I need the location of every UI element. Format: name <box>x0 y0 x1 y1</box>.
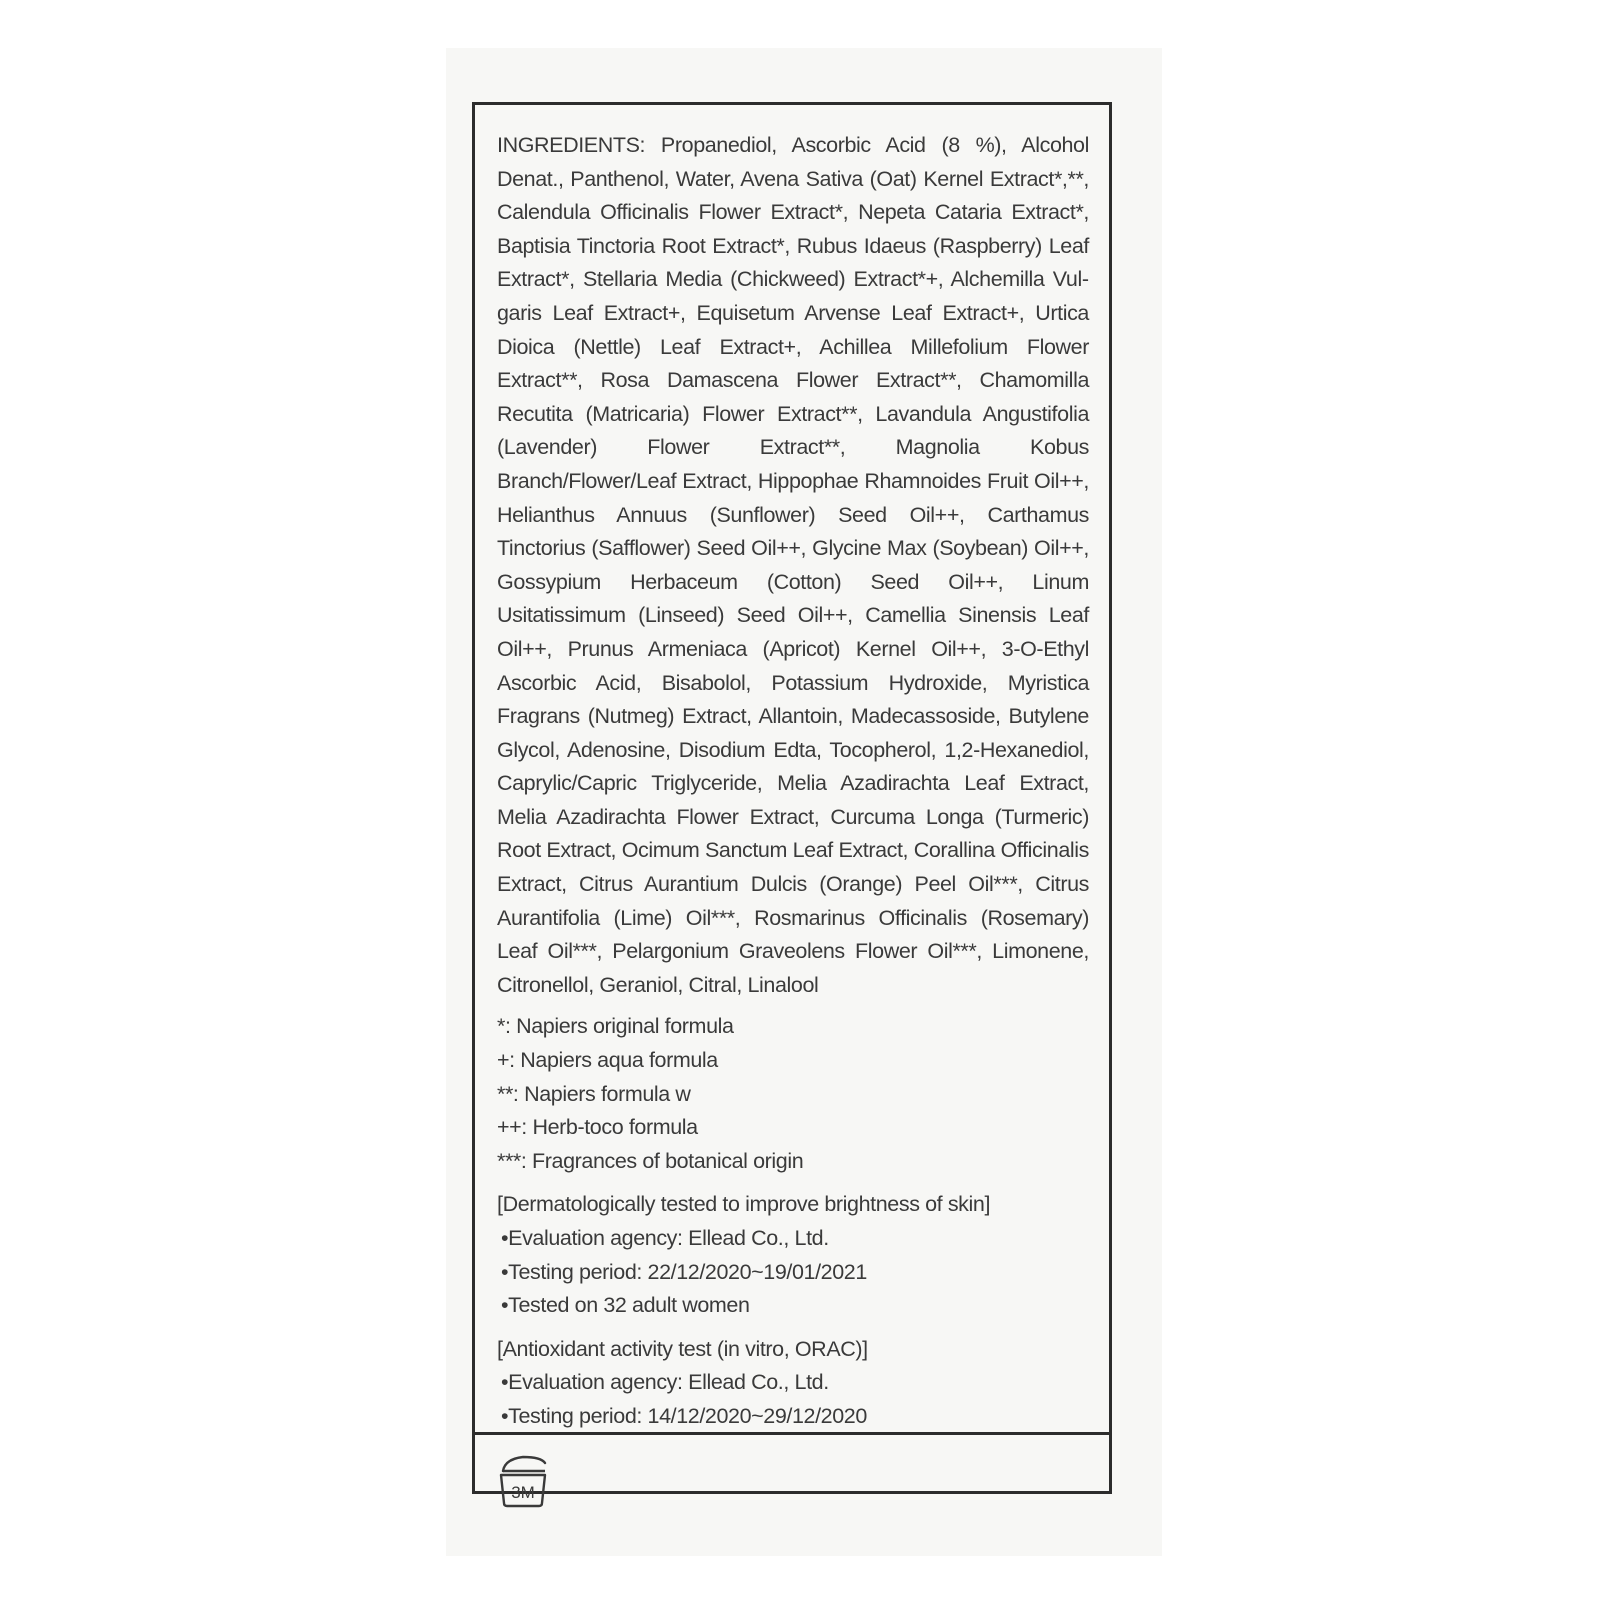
label-content <box>497 129 1089 1434</box>
ingredients-list: INGREDIENTS: Propanediol, Ascorbic Acid (8 %), Alcohol Denat., Panthenol, Water, Avena Sativa (Oat) Kernel Extract*,**, Calendula Officinalis Flower Extract*, Nepeta Cataria Extract*, Baptisia Tinctoria Root Extract*, Rubus Idaeus (Raspberry) Leaf Extract*, Stellaria Media (Chickweed) Extract*+, Alchemilla Vulgaris Leaf Extract+, Equisetum Arvense Leaf Extract+, Urtica Dioica (Nettle) Leaf Extract+, Achillea Millefolium Flower Extract**, Rosa Damascena Flower Extract**, Chamomilla Recutita (Matricaria) Flower Extract**, Lavandula Angustifolia (Lavender) Flower Extract**, Magnolia Kobus Branch/Flower/Leaf Extract, Hippophae Rhamnoides Fruit Oil++, Helianthus Annuus (Sunflower) Seed Oil++, Carthamus Tinctorius (Safflower) Seed Oil++, Glycine Max (Soybean) Oil++, Gossypium Herbaceum (Cotton) Seed Oil++, Linum Usitatissimum (Linseed) Seed Oil++, Camellia Sinensis Leaf Oil++, Prunus Armeniaca (Apricot) Kernel Oil++, 3-O-Ethyl Ascorbic Acid, Bisabolol, Potassium Hydroxide, Myristica Fragrans (Nutmeg) Extract, Allantoin, Madecassoside, Butylene Glycol, Adenosine, Disodium Edta, Tocopherol, 1,2-Hexanediol, Caprylic/Capric Triglyceride, Melia Azadirachta Leaf Extract, Melia Azadirachta Flower Extract, Curcuma Longa (Turmeric) Root Extract, Ocimum Sanctum Leaf Extract, Corallina Officinalis Extract, Citrus Aurantium Dulcis (Orange) Peel Oil***, Citrus Aurantifolia (Lime) Oil***, Rosmarinus Officinalis (Rosemary) Leaf Oil***, Pelargonium Graveolens Flower Oil***, Limonene, Citronellol, Geraniol, Citral, Linalool <box>497 133 1089 997</box>
test-detail: •Tested on 32 adult women <box>501 1293 750 1318</box>
open-jar-icon <box>495 1453 551 1509</box>
test-detail: •Testing period: 22/12/2020~19/01/2021 <box>501 1259 867 1284</box>
pao-label: 3M <box>511 1483 535 1502</box>
dermatology-test-section <box>497 1188 1089 1322</box>
legend-item: *: Napiers original formula <box>497 1014 734 1039</box>
formula-legend <box>497 1010 1089 1178</box>
test-detail: •Testing period: 14/12/2020~29/12/2020 <box>501 1403 867 1428</box>
ingredient-label-box <box>472 102 1112 1502</box>
legend-item: **: Napiers formula w <box>497 1081 691 1106</box>
legend-item: +: Napiers aqua formula <box>497 1048 718 1073</box>
legend-item: ***: Fragrances of botanical origin <box>497 1148 804 1173</box>
antioxidant-test-section <box>497 1333 1089 1434</box>
label-divider <box>475 1432 1109 1435</box>
dermatology-test-heading: [Dermatologically tested to improve brightness of skin] <box>497 1192 991 1217</box>
test-detail: •Evaluation agency: Ellead Co., Ltd. <box>501 1370 829 1395</box>
antioxidant-test-heading: [Antioxidant activity test (in vitro, ORAC)] <box>497 1336 868 1361</box>
legend-item: ++: Herb-toco formula <box>497 1115 698 1140</box>
test-detail: •Evaluation agency: Ellead Co., Ltd. <box>501 1226 829 1250</box>
